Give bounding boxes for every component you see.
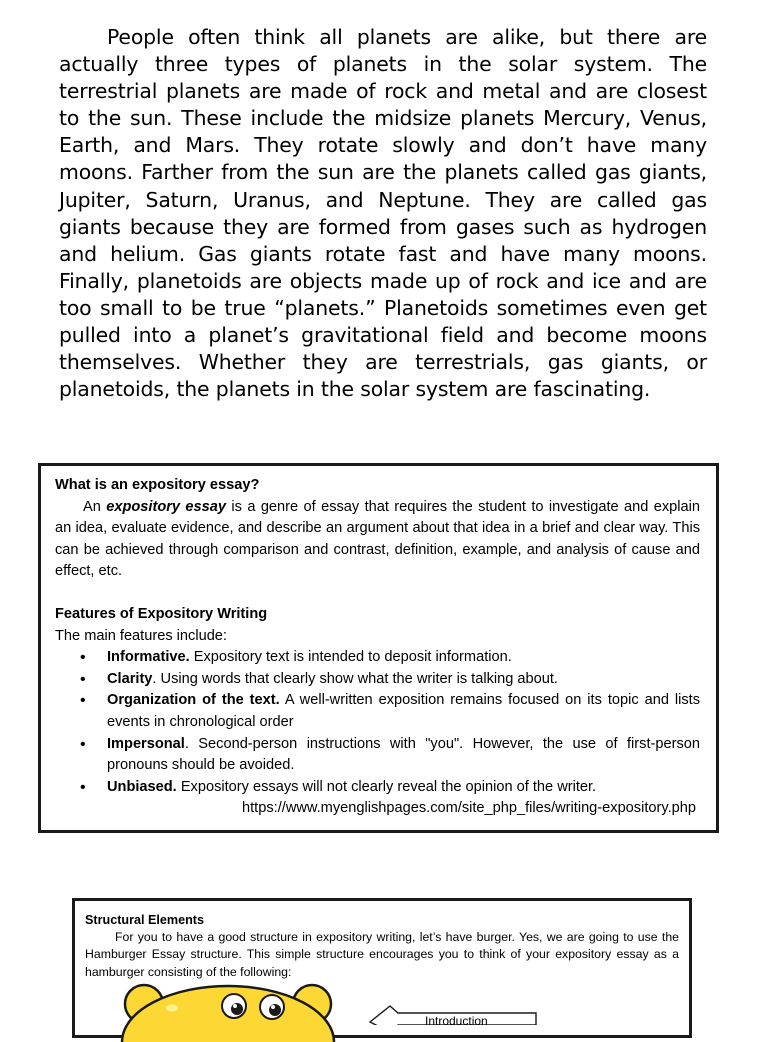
feature-term: Organization of the text. — [107, 692, 280, 709]
feature-term: Unbiased. — [107, 778, 177, 795]
structural-paragraph: For you to have a good structure in expository writing, let’s have burger. Yes, we are going to use the Hamburger Essay structure. This simple structure encourages you to think of your expository essay as a hamburger consisting of the following: — [85, 930, 679, 979]
left-pupil — [231, 1003, 243, 1015]
features-intro: The main features include: — [55, 627, 227, 644]
list-item — [107, 669, 700, 691]
spacer — [55, 583, 700, 604]
feature-text: . Using words that clearly show what the writer is talking about. — [152, 670, 558, 687]
introduction-label: Introduction — [425, 1014, 488, 1028]
expository-essay-box — [38, 463, 719, 833]
list-item — [107, 734, 700, 777]
expository-definition — [55, 497, 700, 583]
expository-box-title: What is an expository essay? — [55, 477, 260, 493]
left-eye-shine — [233, 1004, 237, 1008]
list-item — [107, 777, 700, 799]
bun-highlight — [166, 1005, 178, 1012]
feature-term: Clarity — [107, 670, 153, 687]
right-eye-shine — [271, 1005, 275, 1009]
definition-rest: is a genre of essay that requires the student to investigate and explain an idea, evaluate evidence, and describe an argument about that idea in a brief and clear way. This can be achieved through comparison and contrast, definition, example, and analysis of cause and effect, etc. — [55, 498, 700, 580]
feature-text: Expository essays will not clearly reveal the opinion of the writer. — [180, 778, 597, 795]
right-pupil — [269, 1004, 281, 1016]
feature-text: . Second-person instructions with "you". However, the use of first-person pronouns should be avoided. — [107, 735, 700, 774]
list-item — [107, 690, 700, 733]
definition-lead: An — [83, 498, 101, 515]
feature-term: Impersonal — [107, 735, 185, 752]
feature-text: Expository text is intended to deposit information. — [193, 649, 512, 666]
list-item — [107, 647, 700, 669]
features-title: Features of Expository Writing — [55, 605, 268, 622]
feature-term: Informative. — [107, 649, 190, 666]
structural-title: Structural Elements — [85, 913, 204, 927]
smiling-burger-icon — [112, 982, 344, 1042]
definition-term: expository essay — [106, 498, 227, 515]
features-list — [55, 647, 700, 798]
intro-paragraph: People often think all planets are alike, but there are actually three types of planets in the solar system. The terrestrial planets are made of rock and metal and are closest to the sun. These include the midsize planets Mercury, Venus, Earth, and Mars. They rotate slowly and don’t have many moons. Farther from the sun are the planets called gas giants, Jupiter, Saturn, Uranus, and Neptune. They are called gas giants because they are formed from gases such as hydrogen and helium. Gas giants rotate fast and have many moons. Finally, planetoids are objects made up of rock and ice and are too small to be true “planets.” Planetoids sometimes even get pulled into a planet’s gravitational field and become moons themselves. Whether they are terrestrials, gas giants, or planetoids, the planets in the solar system are fascinating. — [59, 25, 707, 402]
source-url: https://www.myenglishpages.com/site_php_files/writing-expository.php — [242, 800, 696, 817]
feature-text: A well-written exposition remains focused on its topic and lists events in chronological order — [107, 692, 701, 730]
